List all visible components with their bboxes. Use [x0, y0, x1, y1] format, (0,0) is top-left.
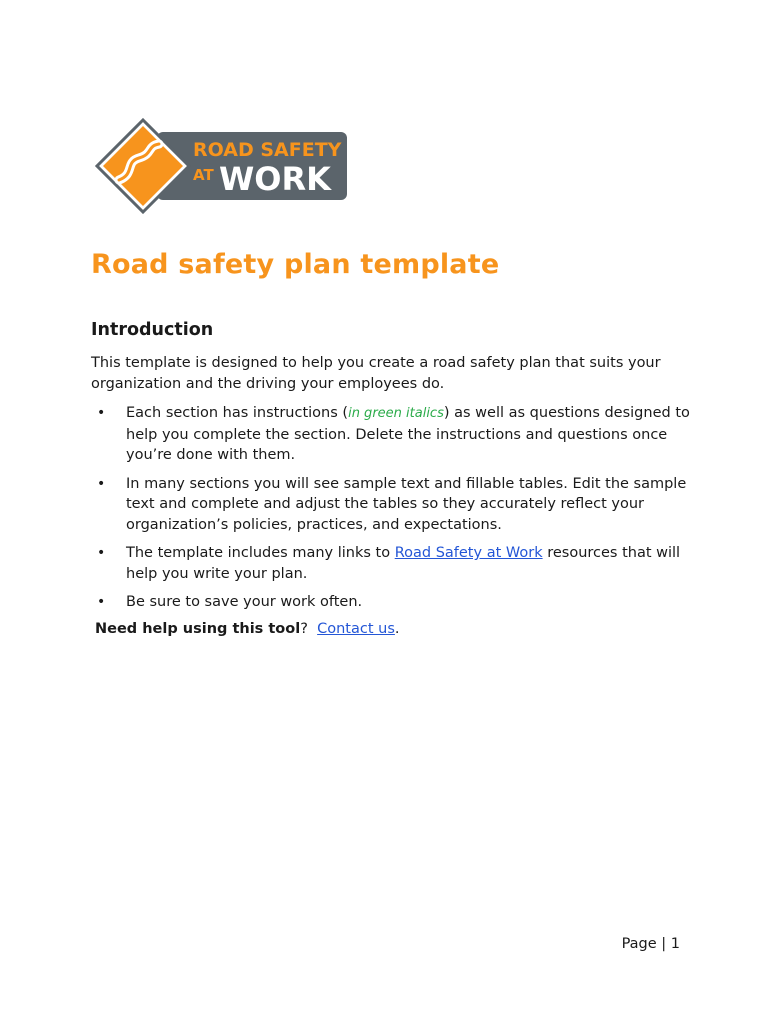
list-item [91, 403, 691, 466]
bullet-text-after: ) as well as questions designed to help you complete the section. Delete the instructions and questions once you’re done with them. [126, 405, 690, 463]
road-safety-at-work-link[interactable]: Road Safety at Work [394, 545, 543, 561]
contact-us-link[interactable]: Contact us [317, 621, 395, 637]
bullet-text: In many sections you will see sample text and fillable tables. Edit the sample text and complete and adjust the tables so they accurately reflect your organization’s policies, practices, and expectations. [126, 475, 687, 533]
bullet-icon: • [97, 545, 106, 561]
page-number: Page | 1 [621, 936, 680, 952]
help-line [95, 619, 400, 640]
logo-at: AT [193, 166, 214, 184]
bullet-text: Be sure to save your work often. [126, 594, 363, 610]
bullet-icon: • [97, 594, 106, 610]
logo-work: WORK [219, 160, 331, 198]
help-separator: ? [300, 621, 318, 637]
instructions-list [91, 403, 691, 621]
bullet-icon: • [97, 405, 106, 421]
document-title: Road safety plan template [91, 249, 500, 280]
section-heading-introduction: Introduction [91, 320, 214, 340]
list-item [91, 474, 691, 536]
help-label: Need help using this tool [95, 621, 301, 637]
bullet-icon: • [97, 475, 106, 492]
help-end: . [394, 621, 400, 637]
instruction-sample-text: in green italics [348, 406, 444, 421]
road-safety-at-work-logo [95, 118, 349, 214]
logo-line-1: ROAD SAFETY [193, 139, 342, 161]
bullet-text-before: The template includes many links to [126, 545, 395, 561]
intro-paragraph: This template is designed to help you create a road safety plan that suits your organization and the driving your employees do. [91, 355, 661, 392]
list-item [91, 543, 691, 584]
bullet-text-before: Each section has instructions ( [126, 405, 349, 421]
bullet-text-after: resources that will help you write your plan. [126, 545, 681, 582]
list-item [91, 592, 691, 613]
